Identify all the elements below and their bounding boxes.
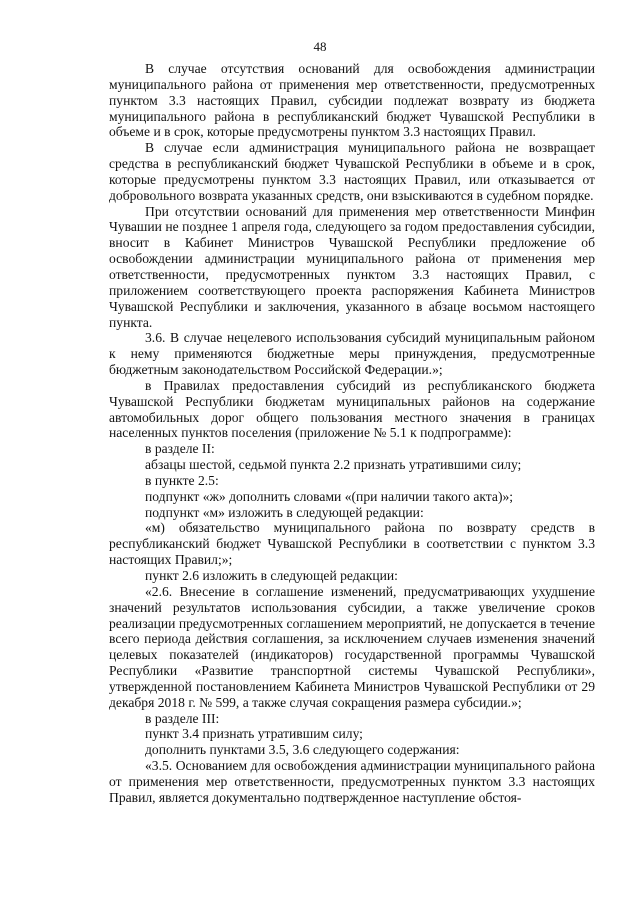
paragraph: в Правилах предоставления субсидий из республиканского бюджета Чувашской Республики бюджетам муниципальных районов на содержание автомобильных дорог общего пользования местного значения в границах населенных пунктов поселения (приложение № 5.1 к подпрограмме):	[109, 377, 595, 441]
paragraph: абзацы шестой, седьмой пункта 2.2 признать утратившими силу;	[145, 457, 522, 473]
paragraph: «3.5. Основанием для освобождения администрации муниципального района от применения мер ответственности, предусмотренных пунктом 3.3 настоящих Правил, является документально подтвержденное наступление обстоя-	[109, 758, 595, 805]
paragraph: подпункт «ж» дополнить словами «(при наличии такого акта)»;	[145, 488, 514, 504]
paragraph: 3.6. В случае нецелевого использования субсидий муниципальным районом к нему применяются бюджетные меры принуждения, предусмотренные бюджетным законодательством Российской Федерации.»;	[109, 330, 595, 378]
paragraph: В случае отсутствия оснований для освобождения администрации муниципального района от применения мер ответственности, предусмотренных пунктом 3.3 настоящих Правил, субсидии подлежат возврату из бюджета муниципального района в республиканский бюджет Чувашской Республики в объеме и в срок, которые предусмотрены пунктом 3.3 настоящих Правил.	[109, 61, 595, 140]
paragraph: «м) обязательство муниципального района по возврату средств в республиканский бюджет Чувашской Республики в соответствии с пунктом 3.3 настоящих Правил;»;	[109, 520, 595, 568]
paragraph: подпункт «м» изложить в следующей редакции:	[145, 504, 424, 520]
paragraph: «2.6. Внесение в соглашение изменений, предусматривающих ухудшение значений результатов использования субсидии, а также увеличение сроков реализации предусмотренных соглашением мероприятий, не допускается в течение всего периода действия соглашения, за исключением случаев изменения значений целевых показателей (индикаторов) государственной программы Чувашской Республики «Развитие транспортной системы Чувашской Республики», утвержденной постановлением Кабинета Министров Чувашской Республики от 29 декабря 2018 г. № 599, а также случая сокращения размера субсидии.»;	[109, 583, 595, 710]
paragraph: В случае если администрация муниципального района не возвращает средства в республиканский бюджет Чувашской Республики в объеме и в срок, которые предусмотрены пунктом 3.3 настоящих Правил, или отказывается от добровольного возврата указанных средств, они взыскиваются в судебном порядке.	[109, 140, 595, 203]
paragraph: в разделе III:	[145, 710, 220, 726]
paragraph: пункт 3.4 признать утратившим силу;	[145, 726, 363, 742]
paragraph: дополнить пунктами 3.5, 3.6 следующего содержания:	[145, 742, 460, 758]
paragraph: в разделе II:	[145, 441, 215, 457]
page-number: 48	[313, 39, 327, 54]
paragraph: пункт 2.6 изложить в следующей редакции:	[145, 568, 398, 583]
document-body	[109, 61, 595, 806]
paragraph: При отсутствии оснований для применения мер ответственности Минфин Чувашии не позднее 1 апреля года, следующего за годом предоставления субсидии, вносит в Кабинет Министров Чувашской Республики предложение об освобождении администрации муниципального района от применения мер ответственности, предусмотренных пунктом 3.3 настоящих Правил, с приложением соответствующего проекта распоряжения Кабинета Министров Чувашской Республики и заключения, указанного в абзаце восьмом настоящего пункта.	[109, 203, 595, 330]
paragraph: в пункте 2.5:	[145, 472, 219, 488]
